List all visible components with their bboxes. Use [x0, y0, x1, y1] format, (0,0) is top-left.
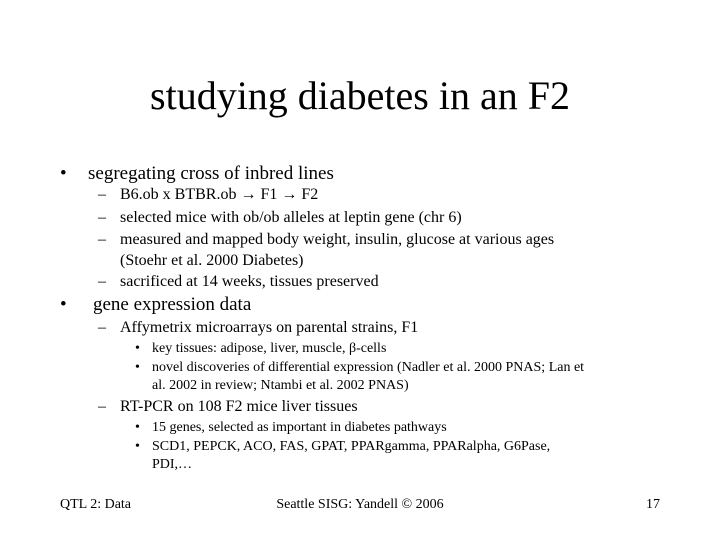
bullet-text: segregating cross of inbred lines [88, 163, 334, 184]
bullet-marker: • [60, 163, 67, 184]
footer-left: QTL 2: Data [60, 497, 132, 512]
dash-marker: – [98, 319, 106, 336]
bullet-text: gene expression data [93, 294, 252, 315]
sub-bullet-text: sacrificed at 14 weeks, tissues preserved [120, 273, 379, 290]
dash-marker: – [98, 398, 106, 415]
dash-marker: – [98, 231, 106, 248]
bullet-marker: • [135, 360, 140, 375]
dash-marker: – [98, 209, 106, 226]
sub-bullet-text: measured and mapped body weight, insulin, glucose at various ages [120, 231, 555, 248]
sub-bullet-text: B6.ob x BTBR.ob → F1 → F2 [120, 186, 319, 203]
sub-sub-bullet-text-continued: al. 2002 in review; Ntambi et al. 2002 PNAS) [152, 378, 409, 393]
bullet-marker: • [135, 439, 140, 454]
dash-marker: – [98, 273, 106, 290]
slide-title: studying diabetes in an F2 [150, 73, 570, 118]
dash-marker: – [98, 186, 106, 203]
bullet-marker: • [135, 341, 140, 356]
footer-center: Seattle SISG: Yandell © 2006 [276, 497, 444, 512]
slide-number: 17 [646, 497, 660, 512]
sub-bullet-text: RT-PCR on 108 F2 mice liver tissues [120, 398, 358, 415]
sub-bullet-text: selected mice with ob/ob alleles at leptin gene (chr 6) [120, 209, 462, 226]
sub-bullet-text-continued: (Stoehr et al. 2000 Diabetes) [120, 252, 304, 269]
bullet-marker: • [60, 294, 67, 315]
bullet-marker: • [135, 420, 140, 435]
sub-sub-bullet-text: SCD1, PEPCK, ACO, FAS, GPAT, PPARgamma, PPARalpha, G6Pase, [152, 439, 551, 454]
sub-sub-bullet-text-continued: PDI,… [152, 457, 193, 472]
sub-sub-bullet-text: key tissues: adipose, liver, muscle, β-cells [152, 341, 387, 356]
sub-bullet-text: Affymetrix microarrays on parental strains, F1 [120, 319, 419, 336]
sub-sub-bullet-text: novel discoveries of differential expression (Nadler et al. 2000 PNAS; Lan et [152, 360, 585, 375]
sub-sub-bullet-text: 15 genes, selected as important in diabetes pathways [152, 420, 447, 435]
